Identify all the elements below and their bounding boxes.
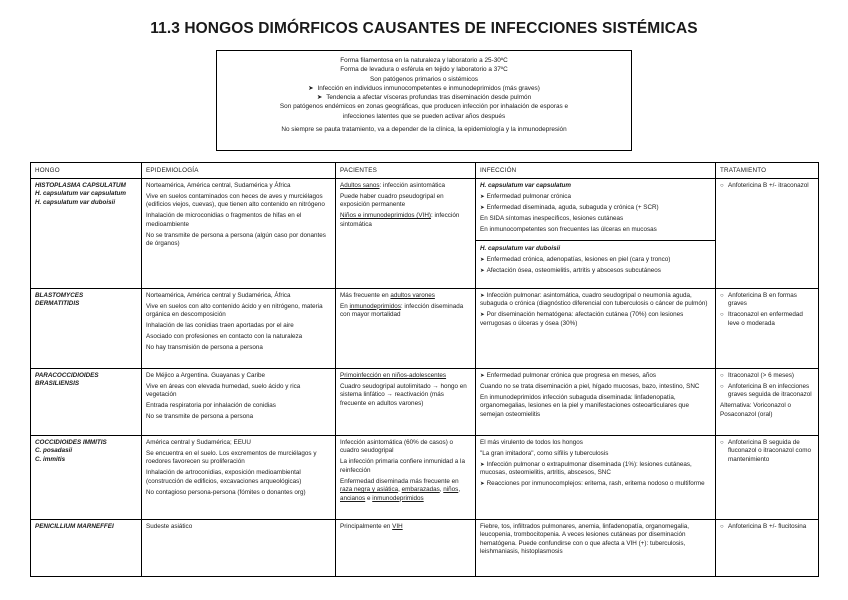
text: ➤ Infección pulmonar: asintomática, cuadro seudogripal o neumonía aguda, subaguda o crónica (diagnóstico diferencial con tuberculosis o cáncer de pulmón) bbox=[480, 292, 711, 309]
cell-pacientes bbox=[336, 435, 476, 519]
fungus-name: DERMATITIDIS bbox=[35, 300, 80, 307]
arrow-icon: ➤ bbox=[316, 94, 323, 102]
text: Adultos sanos: infección asintomática bbox=[340, 181, 446, 189]
text: Cuando no se trata diseminación a piel, hígado mucosas, bazo, intestino, SNC bbox=[480, 382, 700, 390]
fungus-name: COCCIDIOIDES IMMITIS bbox=[35, 438, 107, 446]
summary-line: No siempre se pauta tratamiento, va a depender de la clínica, la epidemiología y la inmunodepresión bbox=[281, 126, 567, 134]
text: Norteamérica, América central y Sudamérica, África bbox=[146, 291, 291, 299]
text: H. capsulatum var capsulatum bbox=[480, 181, 571, 189]
cell-hongo bbox=[31, 435, 142, 519]
table-row bbox=[31, 435, 819, 519]
text: Fiebre, tos, infiltrados pulmonares, anemia, linfadenopatía, organomegalia, leucopenia, trombocitopenia. A veces lesiones cutáneas por diseminación hematógena. Puede confundirse con o que afecta a VIH (+): tuberculosis, leishmaniasis, histoplasmosis bbox=[480, 522, 689, 555]
arrow-icon: ➤ bbox=[308, 84, 314, 92]
text: ➤ Por diseminación hematógena: afectación cutánea (70%) con lesiones verrugosas o úlceras y ósea (30%) bbox=[480, 311, 711, 328]
fungus-variant: H. capsulatum var duboisii bbox=[35, 198, 116, 206]
fungus-name: PENICILLIUM MARNEFFEI bbox=[35, 522, 114, 530]
cell-infeccion bbox=[476, 178, 716, 288]
summary-line: ➤ Tendencia a afectar vísceras profundas tras diseminación desde pulmón bbox=[316, 94, 532, 102]
fungi-table bbox=[30, 162, 819, 577]
text: En inmunodeprimidos: infección diseminada con mayor mortalidad bbox=[340, 302, 464, 318]
text: América central y Sudamérica; EEUU bbox=[146, 438, 251, 446]
text: ➤ Reacciones por inmunocomplejos: eritema, rash, eritema nodoso o multiforme bbox=[480, 480, 711, 489]
summary-line: Forma filamentosa en la naturaleza y laboratorio a 25-30ºC bbox=[340, 57, 508, 64]
text: La infección primaria confiere inmunidad a la reinfección bbox=[340, 458, 465, 474]
summary-line: Forma de levadura o esférula en tejido y laboratorio a 37ºC bbox=[340, 66, 508, 74]
text: En SIDA síntomas inespecíficos, lesiones cutáneas bbox=[480, 214, 624, 222]
cell-epidemiologia bbox=[142, 519, 336, 576]
text: "La gran imitadora", como sífilis y tuberculosis bbox=[480, 449, 609, 457]
text: Más frecuente en adultos varones bbox=[340, 291, 435, 299]
text: No se transmite de persona a persona bbox=[146, 413, 254, 420]
cell-infeccion bbox=[476, 435, 716, 519]
cell-tratamiento bbox=[716, 435, 819, 519]
cell-pacientes bbox=[336, 288, 476, 368]
text: Puede haber cuadro pseudogripal en exposición permanente bbox=[340, 192, 444, 208]
cell-pacientes bbox=[336, 178, 476, 288]
variant-duboisii bbox=[480, 241, 711, 276]
text: Vive en suelos contaminados con heces de aves y murciélagos (edificios viejos, cuevas), que tienen alto contenido en nitrógeno bbox=[146, 192, 325, 208]
text: No hay transmisión de persona a persona bbox=[146, 344, 263, 351]
text: Se encuentra en el suelo. Los excrementos de murciélagos y roedores favorecen su proliferación bbox=[146, 449, 317, 465]
header-pacientes: PACIENTES bbox=[336, 163, 476, 179]
cell-infeccion bbox=[476, 288, 716, 368]
summary-line: Son patógenos primarios o sistémicos bbox=[370, 75, 478, 83]
text: ○ Anfotericina B +/- flucitosina bbox=[720, 523, 814, 532]
cell-pacientes bbox=[336, 519, 476, 576]
page-title: 11.3 HONGOS DIMÓRFICOS CAUSANTES DE INFECCIONES SISTÉMICAS bbox=[150, 20, 698, 37]
text: Sudeste asiático bbox=[146, 522, 193, 530]
text: De Méjico a Argentina. Guayanas y Caribe bbox=[146, 371, 266, 379]
cell-tratamiento bbox=[716, 288, 819, 368]
text: ○ Anfotericina B en formas graves bbox=[720, 292, 814, 309]
cell-infeccion bbox=[476, 368, 716, 435]
text: Primoinfección en niños-adolescentes bbox=[340, 371, 447, 379]
cell-epidemiologia bbox=[142, 368, 336, 435]
cell-hongo bbox=[31, 178, 142, 288]
text: Niños e inmunodeprimidos (VIH): infección sintomática bbox=[340, 212, 460, 228]
text: Inhalación de microconidias o fragmentos de hifas en el medioambiente bbox=[146, 212, 302, 228]
text: ➤ Enfermedad pulmonar crónica bbox=[480, 193, 711, 202]
text: ➤ Enfermedad crónica, adenopatías, lesiones en piel (cara y tronco) bbox=[480, 256, 711, 265]
text: En inmunocompetentes son frecuentes las úlceras en mucosas bbox=[480, 225, 657, 233]
text: H. capsulatum var duboisii bbox=[480, 244, 561, 252]
text: ○ Anfotericina B en infecciones graves seguida de itraconazol bbox=[720, 383, 814, 400]
summary-line: Son patógenos endémicos en zonas geográficas, que producen infección por inhalación de esporas e bbox=[279, 103, 569, 111]
text: ○ Anfotericina B +/- itraconazol bbox=[720, 182, 814, 191]
table-row bbox=[31, 519, 819, 576]
header-tratamiento: TRATAMIENTO bbox=[716, 163, 819, 179]
text: ➤ Enfermedad pulmonar crónica que progresa en meses, años bbox=[480, 372, 711, 381]
text: Inhalación de las conidias traen aportadas por el aire bbox=[146, 322, 294, 329]
fungus-variant: C. immitis bbox=[35, 455, 66, 463]
text: Asociado con profesiones en contacto con la naturaleza bbox=[146, 333, 303, 340]
text: Vive en áreas con elevada humedad, suelo ácido y rica vegetación bbox=[146, 382, 301, 398]
cell-hongo bbox=[31, 288, 142, 368]
cell-hongo bbox=[31, 519, 142, 576]
cell-infeccion bbox=[476, 519, 716, 576]
header-epidemiologia: EPIDEMIOLOGÍA bbox=[142, 163, 336, 179]
cell-epidemiologia bbox=[142, 178, 336, 288]
table-row bbox=[31, 178, 819, 288]
cell-epidemiologia bbox=[142, 435, 336, 519]
variant-capsulatum bbox=[476, 182, 715, 241]
header-hongo: HONGO bbox=[31, 163, 142, 179]
cell-hongo bbox=[31, 368, 142, 435]
text: ○ Anfotericina B seguida de fluconazol o itraconazol como mantenimiento bbox=[720, 439, 814, 465]
text: No contagioso persona-persona (fómites o donantes org) bbox=[146, 488, 306, 496]
text: Alternativa: Voriconazol o Posaconazol (oral) bbox=[720, 402, 792, 418]
table-row bbox=[31, 288, 819, 368]
text: Norteamérica, América central, Sudamérica y África bbox=[146, 181, 291, 189]
text: Entrada respiratoria por inhalación de conidias bbox=[146, 402, 276, 409]
text: No se transmite de persona a persona (algún caso por donantes de órganos) bbox=[146, 231, 326, 247]
text: ➤ Enfermedad diseminada, aguda, subaguda y crónica (+ SCR) bbox=[480, 204, 711, 213]
fungus-variant: H. capsulatum var capsulatum bbox=[35, 190, 126, 197]
fungus-variant: C. posadasii bbox=[35, 447, 73, 454]
text: El más virulento de todos los hongos bbox=[480, 438, 583, 446]
text: Inhalación de artroconidias, exposición medioambiental (construcción de edificios, excavaciones arqueológicas) bbox=[146, 469, 302, 485]
table-row bbox=[31, 368, 819, 435]
text: Vive en suelos con alto contenido ácido y en nitrógeno, materia orgánica en descomposición bbox=[146, 302, 323, 318]
fungus-name: BLASTOMYCES bbox=[35, 291, 84, 299]
cell-pacientes bbox=[336, 368, 476, 435]
text: ○ Itraconazol (> 6 meses) bbox=[720, 372, 814, 381]
cell-epidemiologia bbox=[142, 288, 336, 368]
text: Cuadro seudogripal autolimitado → hongo en sistema linfático → reactivación (más frecuente en adultos varones) bbox=[340, 382, 467, 407]
text: Enfermedad diseminada más frecuente en raza negra y asiática, embarazadas, niños, ancianos e inmunodeprimidos bbox=[340, 477, 461, 502]
text: Infección asintomática (60% de casos) o cuadro seudogripal bbox=[340, 438, 454, 454]
text: ➤ Afectación ósea, osteomielitis, artritis y abscesos subcutáneos bbox=[480, 267, 711, 276]
header-infeccion: INFECCIÓN bbox=[476, 163, 716, 179]
table-header-row bbox=[31, 163, 819, 179]
fungus-name: HISTOPLASMA CAPSULATUM bbox=[35, 181, 126, 189]
fungus-name: PARACOCCIDIOIDES bbox=[35, 371, 99, 379]
cell-tratamiento bbox=[716, 519, 819, 576]
cell-tratamiento bbox=[716, 178, 819, 288]
text: En inmunodeprimidos infección subaguda diseminada: linfadenopatía, organomegalias, lesiones en la piel y manifestaciones osteoarticulares que semejan osteomielitis bbox=[480, 393, 689, 418]
fungus-name: BRASILIENSIS bbox=[35, 380, 80, 387]
summary-line: infecciones latentes que se pueden activar años después bbox=[342, 112, 506, 120]
summary-line: ➤ Infección en individuos inmunocompetentes e inmunodeprimidos (más graves) bbox=[308, 84, 540, 92]
text: Principalmente en VIH bbox=[340, 522, 403, 530]
text: ➤ Infección pulmonar o extrapulmonar diseminada (1%): lesiones cutáneas, mucosas, osteomielitis, artritis, abscesos, SNC bbox=[480, 461, 711, 478]
summary-box bbox=[216, 50, 632, 151]
text: ○ Itraconazol en enfermedad leve o moderada bbox=[720, 311, 814, 328]
cell-tratamiento bbox=[716, 368, 819, 435]
